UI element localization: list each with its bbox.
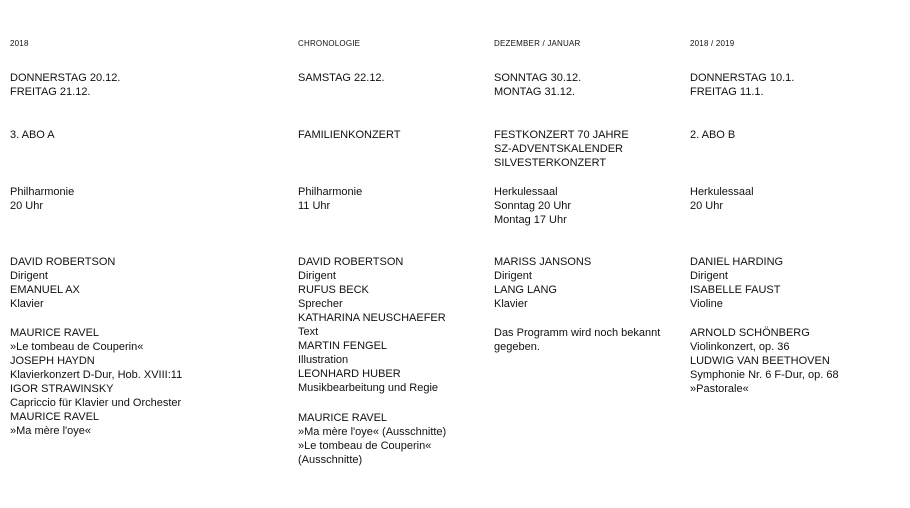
venue-line: Herkulessaal [690, 186, 754, 198]
time-line: 20 Uhr [10, 200, 44, 212]
column-header: CHRONOLOGIE [298, 39, 361, 48]
time-line: Sonntag 20 Uhr [494, 200, 572, 212]
work-title: Capriccio für Klavier und Orchester [10, 397, 182, 409]
composer-name: LUDWIG VAN BEETHOVEN [690, 355, 830, 367]
performer-name: RUFUS BECK [298, 284, 369, 296]
venue-info [298, 185, 362, 213]
performer-role: Violine [690, 298, 723, 310]
date-line: DONNERSTAG 20.12. [10, 72, 121, 84]
performer-name: LEONHARD HUBER [298, 368, 401, 380]
date-line: MONTAG 31.12. [494, 86, 576, 98]
concert-dates [690, 71, 794, 99]
venue-info [494, 185, 571, 227]
event-line: SZ-ADVENTSKALENDER [494, 143, 623, 155]
event-line: FESTKONZERT 70 JAHRE [494, 129, 629, 141]
performer-name: DAVID ROBERTSON [298, 256, 404, 268]
performer-name: DANIEL HARDING [690, 256, 784, 268]
performer-role: Dirigent [690, 270, 728, 282]
composer-name: ARNOLD SCHÖNBERG [690, 327, 810, 339]
event-line: FAMILIENKONZERT [298, 129, 401, 141]
concert-dates [10, 71, 120, 99]
program-note: gegeben. [494, 341, 540, 353]
time-line: Montag 17 Uhr [494, 214, 567, 226]
performers [690, 255, 783, 311]
concert-dates [494, 71, 581, 99]
event-title [494, 128, 629, 170]
performer-role: Dirigent [298, 270, 336, 282]
concert-dates [298, 71, 385, 85]
performers [298, 255, 446, 395]
performer-role: Musikbearbeitung und Regie [298, 382, 439, 394]
venue-line: Philharmonie [10, 186, 75, 198]
date-line: DONNERSTAG 10.1. [690, 72, 795, 84]
date-line: FREITAG 21.12. [10, 86, 91, 98]
performer-name: ISABELLE FAUST [690, 284, 781, 296]
performer-role: Dirigent [494, 270, 532, 282]
work-title: Symphonie Nr. 6 F-Dur, op. 68 [690, 369, 839, 381]
performers [10, 255, 115, 311]
event-line: SILVESTERKONZERT [494, 157, 607, 169]
performer-name: LANG LANG [494, 284, 557, 296]
performer-role: Dirigent [10, 270, 48, 282]
composer-name: MAURICE RAVEL [298, 412, 388, 424]
performer-name: DAVID ROBERTSON [10, 256, 116, 268]
program [298, 411, 446, 467]
performer-role: Text [298, 326, 319, 338]
date-line: SONNTAG 30.12. [494, 72, 582, 84]
performer-name: MARTIN FENGEL [298, 340, 388, 352]
work-title: »Le tombeau de Couperin« [298, 440, 432, 452]
performer-role: Klavier [494, 298, 528, 310]
performers [494, 255, 591, 311]
date-line: FREITAG 11.1. [690, 86, 764, 98]
column-header: DEZEMBER / JANUAR [494, 39, 581, 48]
venue-info [690, 185, 754, 213]
event-title [690, 128, 735, 142]
composer-name: IGOR STRAWINSKY [10, 383, 114, 395]
work-title: Klavierkonzert D-Dur, Hob. XVIII:11 [10, 369, 183, 381]
program-note: Das Programm wird noch bekannt [494, 327, 661, 339]
venue-line: Herkulessaal [494, 186, 558, 198]
time-line: 11 Uhr [298, 200, 331, 212]
work-title: »Ma mère l'oye« [10, 425, 91, 437]
event-line: 3. ABO A [10, 129, 55, 141]
program [494, 326, 660, 354]
work-title: »Ma mère l'oye« (Ausschnitte) [298, 426, 447, 438]
performer-name: KATHARINA NEUSCHAEFER [298, 312, 446, 324]
date-line: SAMSTAG 22.12. [298, 72, 385, 84]
event-title [10, 128, 55, 142]
venue-info [10, 185, 74, 213]
event-title [298, 128, 400, 142]
composer-name: MAURICE RAVEL [10, 327, 100, 339]
venue-line: Philharmonie [298, 186, 363, 198]
column-header: 2018 / 2019 [690, 39, 735, 48]
composer-name: MAURICE RAVEL [10, 411, 100, 423]
program [690, 326, 839, 396]
program [10, 326, 182, 438]
performer-role: Illustration [298, 354, 349, 366]
time-line: 20 Uhr [690, 200, 724, 212]
work-title: (Ausschnitte) [298, 454, 363, 466]
column-header: 2018 [10, 39, 29, 48]
performer-role: Sprecher [298, 298, 343, 310]
performer-name: MARISS JANSONS [494, 256, 592, 268]
composer-name: JOSEPH HAYDN [10, 355, 95, 367]
work-title: »Le tombeau de Couperin« [10, 341, 144, 353]
event-line: 2. ABO B [690, 129, 736, 141]
performer-name: EMANUEL AX [10, 284, 80, 296]
work-title: Violinkonzert, op. 36 [690, 341, 790, 353]
performer-role: Klavier [10, 298, 44, 310]
work-title: »Pastorale« [690, 383, 749, 395]
